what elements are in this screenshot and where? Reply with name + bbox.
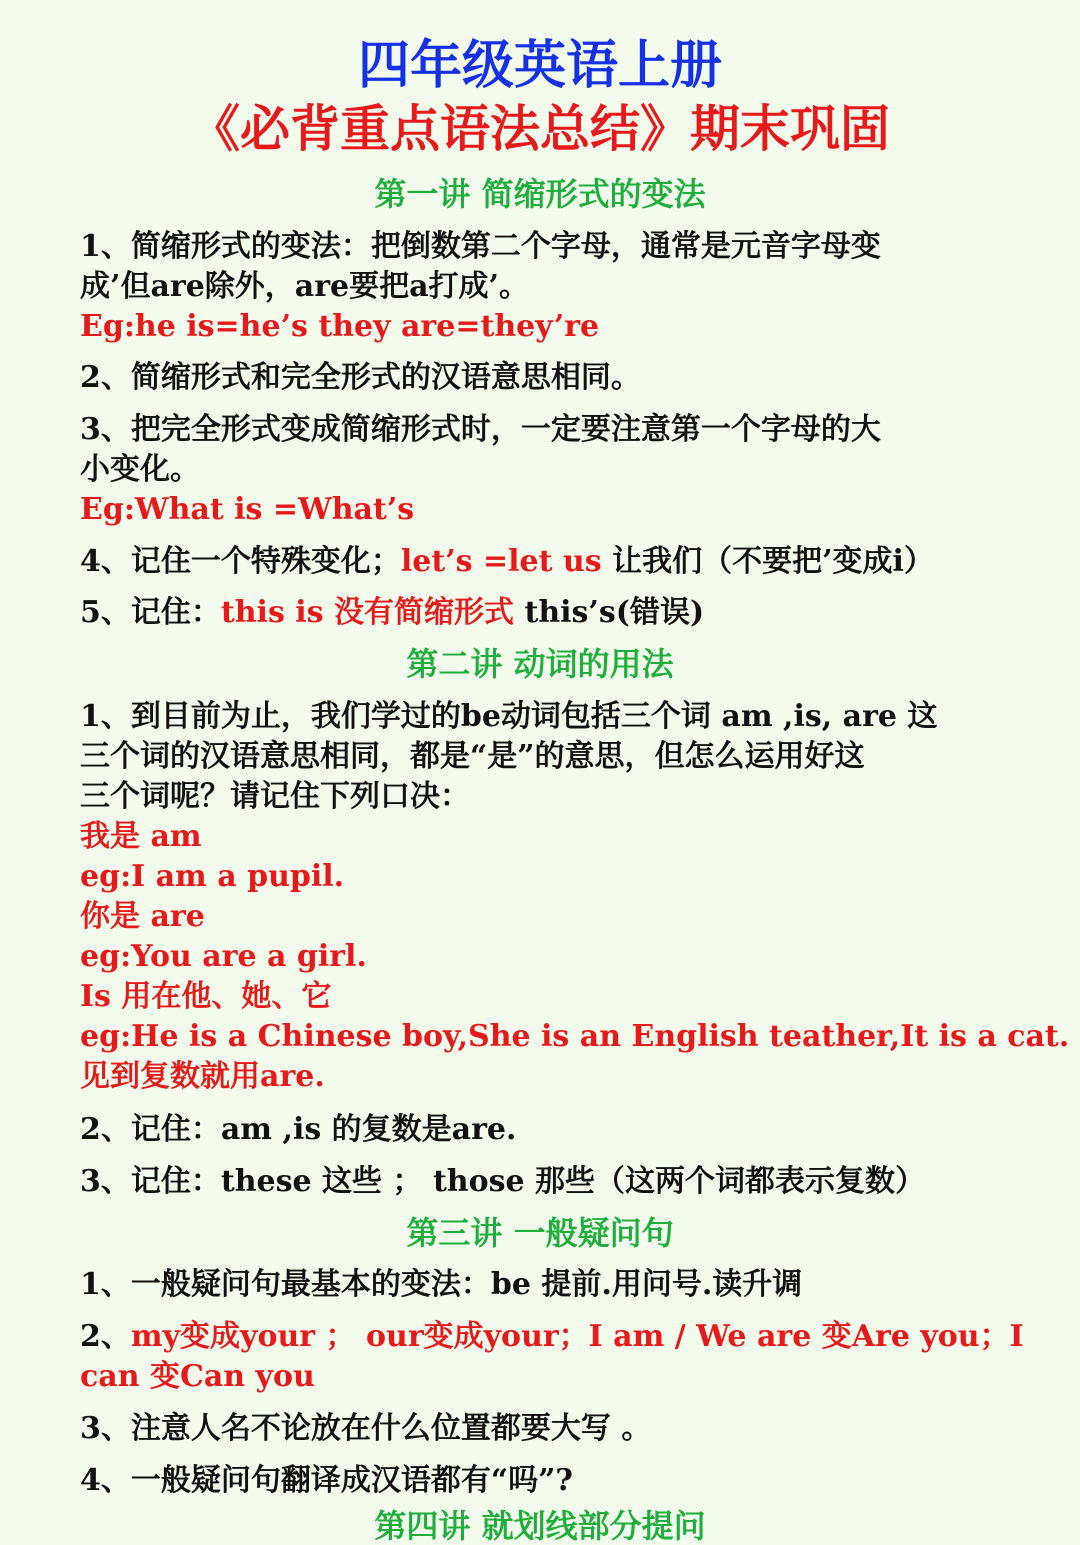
title-line-1: 四年级英语上册: [357, 35, 722, 96]
lesson2-rule2: 你是 are: [80, 899, 205, 934]
lesson2-example1: eg:I am a pupil.: [80, 859, 345, 894]
lesson1-item3-line1: 3、把完全形式变成简缩形式时，一定要注意第一个字母的大: [80, 412, 881, 447]
lesson1-item4: [80, 542, 1000, 582]
lesson2-example2: eg:You are a girl.: [80, 939, 367, 974]
lesson1-item5-highlight: this is 没有简缩形式: [220, 595, 515, 630]
lesson2-rule4: 见到复数就用are.: [80, 1059, 325, 1094]
lesson3-item2-highlight: my变成your ； our变成your；I am / We are 变Are you；I: [130, 1319, 1024, 1354]
lesson2-item1-line1: 1、到目前为止，我们学过的be动词包括三个词 am ,is, are 这: [80, 699, 938, 734]
lesson2-item1-line3: 三个词呢？请记住下列口决：: [80, 779, 470, 814]
lesson3-item1: 1、一般疑问句最基本的变法：be 提前.用问号.读升调: [80, 1267, 803, 1302]
lesson2-item3: 3、记住：these 这些 ； those 那些（这两个词都表示复数）: [80, 1164, 926, 1199]
lesson1-item5: [80, 593, 1000, 633]
lesson1-item3-line2: 小变化。: [80, 452, 200, 487]
lesson1-item5-suffix: this’s(错误): [514, 595, 705, 630]
lesson3-item3: 3、注意人名不论放在什么位置都要大写 。: [80, 1411, 652, 1446]
lesson3-item2-line1: [80, 1317, 1024, 1357]
lesson1-item1-example: Eg:he is=he’s they are=they’re: [80, 309, 600, 344]
lesson3-heading: 第三讲 一般疑问句: [406, 1214, 674, 1252]
lesson1-item1-line2: 成’但are除外，are要把a打成’。: [80, 269, 529, 304]
lesson3-item2-line2: can 变Can you: [80, 1359, 315, 1394]
lesson3-item4: 4、一般疑问句翻译成汉语都有“吗”?: [80, 1463, 573, 1498]
lesson1-item4-prefix: 4、记住一个特殊变化；: [80, 544, 401, 579]
lesson3-item2-prefix: 2、: [80, 1319, 131, 1354]
lesson1-heading: 第一讲 简缩形式的变法: [374, 175, 706, 213]
lesson1-item1-line1: 1、简缩形式的变法：把倒数第二个字母，通常是元音字母变: [80, 229, 881, 264]
lesson2-rule3: Is 用在他、她、它: [80, 979, 332, 1014]
lesson4-heading: 第四讲 就划线部分提问: [374, 1507, 706, 1545]
lesson1-item4-suffix: 让我们（不要把’变成i）: [601, 544, 934, 579]
lesson1-item3-example: Eg:What is =What’s: [80, 492, 415, 527]
lesson2-rule1: 我是 am: [80, 819, 202, 854]
lesson1-item2: 2、简缩形式和完全形式的汉语意思相同。: [80, 360, 641, 395]
lesson2-item2: 2、记住：am ,is 的复数是are.: [80, 1112, 517, 1147]
title-line-2: 《必背重点语法总结》期末巩固: [190, 99, 890, 158]
lesson2-item1-line2: 三个词的汉语意思相同，都是“是”的意思，但怎么运用好这: [80, 739, 865, 774]
lesson1-item4-highlight: let’s =let us: [400, 544, 602, 579]
lesson1-item5-prefix: 5、记住：: [80, 595, 221, 630]
lesson2-example3: eg:He is a Chinese boy,She is an English teather,It is a cat.: [80, 1019, 1070, 1054]
lesson2-heading: 第二讲 动词的用法: [406, 645, 674, 683]
